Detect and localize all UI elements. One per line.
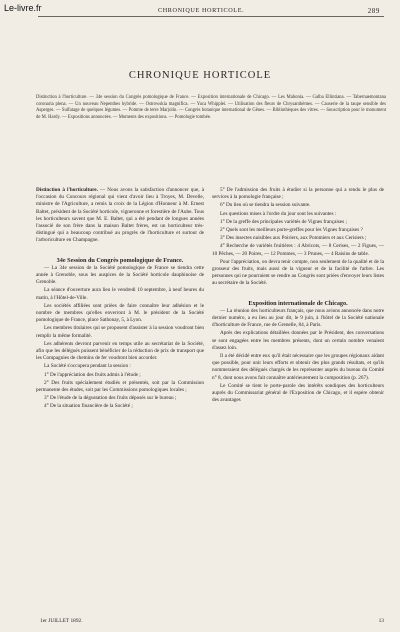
list-item: 1° De l'appréciation des fruits admis à l'étude ; xyxy=(44,371,141,378)
list-item: 3° Des insectes nuisibles aux Poiriers, aux Pommiers et aux Cerisiers ; xyxy=(220,235,367,242)
section-heading-chicago: Exposition internationale de Chicago. xyxy=(248,299,348,307)
paragraph: Les sociétés affiliées sont priées de faire connaître leur adhésion et le nombre de membres qu'elles enverront à M. le président de la Société pomologique de France, place Sathonay, 5, à Lyon. xyxy=(36,302,204,324)
article-title: CHRONIQUE HORTICOLE xyxy=(128,70,272,81)
list-item: 5° De l'admission des fruits à étudier si la personne qui a rendu le plus de services à la pomologie française ; xyxy=(212,187,384,201)
list-item: 2° Des fruits spécialement étudiés et présentés, soit par la Commission permanente des études, soit par les Commissions pomologiques locales ; xyxy=(36,379,204,394)
section-text-distinction: — Nous avons la satisfaction d'annoncer que, à l'occasion du Concours régional qui vient d'avoir lieu à Troyes, M. Develle, ministre de l'Agriculture, a remis la croix de la Légion d'Honneur à M. Ernest Baltet, président de la Société horticole, vigneronne et forestière de l'Aube. Tous les horticulteurs savent que M. E. Baltet, qui a été pendant de longues années l'associé de son frère dans la maison Baltet frères, est un horticulteur très-distingué qui a beaucoup contribué au progrès de l'horticulture et surtout de l'arboriculture en Champagne. xyxy=(36,187,204,244)
running-header xyxy=(4,3,384,17)
section-distinction xyxy=(36,187,204,245)
list-item: 4° Recherche de variétés fruitières : 4 Abricots, — 8 Cerises, — 2 Figues, — 10 Pêches, — 20 Poires, — 12 Pommes, — 3 Prunes, — 4 Raisins de table. xyxy=(212,243,384,257)
paragraph: — La 34e session de la Société pomologique de France se tiendra cette année à Grenoble, sous les auspices de la Société horticole dauphinoise de Grenoble. xyxy=(36,264,204,286)
list-item: 4° De la situation financière de la Société ; xyxy=(44,403,133,410)
paragraph: Le Comité se tient le porte-parole des intérêts sondiques des horticulteurs auprès du Commissariat général de l'Exposition de Chicago, et il espère obtenir des avantages xyxy=(212,382,384,404)
paragraph: — La réunion des horticulteurs français, que nous avions annoncée dans notre dernier numéro, a eu lieu au jour dit, le 9 juin, à l'hôtel de la Société nationale d'horticulture de France, rue de Grenelle, 84, à Paris. xyxy=(212,307,384,329)
right-column xyxy=(212,187,384,405)
section-heading-distinction: Distinction à l'horticulture. xyxy=(36,187,98,193)
left-column xyxy=(36,187,204,412)
paragraph: La Société s'occupera pendant la session : xyxy=(44,363,131,370)
list-item: 1° De la greffe des principales variétés de Vignes françaises ; xyxy=(220,218,347,225)
list-item: 3° De l'étude de la dégustation des fruits déposés sur le bureau ; xyxy=(44,395,177,402)
paragraph: Après des explications détaillées données par le Président, des conversations se sont engagées entre les membres présents, dont un certain nombre venaient d'assez loin. xyxy=(212,330,384,351)
section-heading-congres: 34e Session du Congrès pomologique de France. xyxy=(56,256,184,264)
page-footer xyxy=(40,618,384,624)
list-item: 2° Quels sont les meilleurs porte-greffes pour les Vignes françaises ? xyxy=(220,227,363,234)
paragraph: Les adhérents devront parvenir en temps utile au secrétariat de la Société, afin que les délégués puissent bénéficier de la réduction de prix de transport que les Compagnies de chemins de fer voudront bien accorder. xyxy=(36,340,204,362)
running-title: CHRONIQUE HORTICOLE. xyxy=(158,7,245,14)
list-item: 6° Du lieu où se tiendra la session suivante. xyxy=(220,202,311,209)
article-summary: Distinction à l'horticulture. — 34e session du Congrès pomologique de France. — Exposition internationale de Chicago. — Les Mahonia. — Galba Ellintiana. — Tabernaemontana coronaria plena. — Un nouveau Nepenthes hybride. — Ostrowskia magnifica. — Yuca Whipplei. — Utilisation des fleurs de Chrysanthèmes. — Causerie de la taupe sensible des Asperges. — Sulfatage de quelques légumes. — Pomme de terre Marjolin. — Congrès botanique international de Gênes. — Bibliothèques des vitres. — Souscription pour le monument de M. Hardy. — Expositions annoncées. — Moments des expositions. — Pomologie tombée. xyxy=(36,95,386,120)
paragraph: Les membres titulaires qui se proposent d'assister à la session voudront bien remplir la même formalité. xyxy=(36,325,204,339)
paragraph: Pour l'appréciation, on devra tenir compte, non seulement de la qualité et de la grosseur des fruits, mais aussi de la vigueur et de la facilité de l'arbre. Les personnes qui ne pourraient se rendre au Congrès sont priées d'envoyer leurs listes au secrétaire de la Société. xyxy=(212,258,384,287)
paragraph: Les questions mises à l'ordre du jour sont les suivantes : xyxy=(220,210,337,217)
signature-mark: 13 xyxy=(378,618,384,624)
paragraph: La séance d'ouverture aura lieu le vendredi 10 septembre, à neuf heures du matin, à l'Hôtel-de-Ville. xyxy=(36,287,204,301)
paragraph: Il a été décidé entre eux qu'il était nécessaire que les groupes régionaux aidant que possible, pour unir leurs efforts et obtenir des plus grands résultats, et qu'ils nommeraient des délégués chargés de les représenter auprès du bureau du Comité n° 8, dont nous avons fait connaître antérieurement la composition (p. 267). xyxy=(212,353,384,381)
site-label: Le-livre.fr xyxy=(4,3,42,13)
issue-date: 1er JUILLET 1892. xyxy=(40,618,83,624)
page-number: 289 xyxy=(367,7,380,15)
